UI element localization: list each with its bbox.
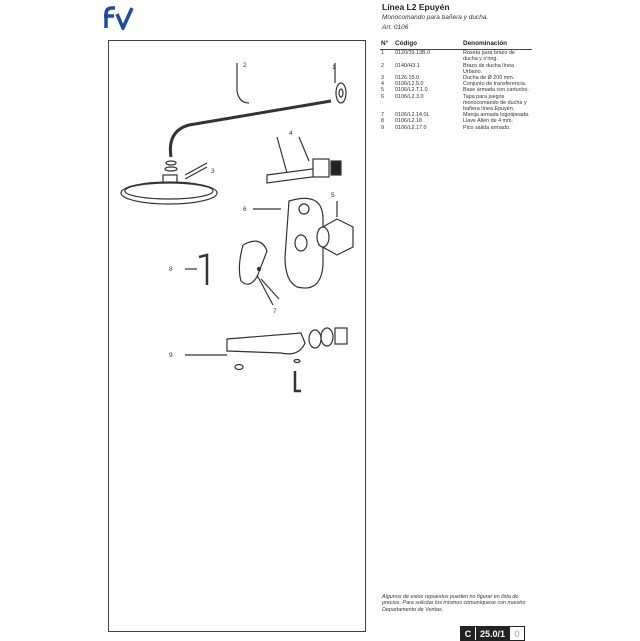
row-description: Tapa para juegos monocomando de ducha y bañera línea Epuyén. xyxy=(463,93,527,113)
callout-4: 4 xyxy=(289,130,293,137)
parts-table-header xyxy=(380,40,532,50)
row-code: 0126.15.0 xyxy=(395,75,419,82)
callout-1: 1 xyxy=(332,64,336,71)
row-description: Roseta para brazo de ducha y o'ring. xyxy=(463,50,515,63)
row-code: 0106/L2.14.0L xyxy=(395,112,430,119)
row-number: 4 xyxy=(381,81,384,88)
row-number: 5 xyxy=(381,87,384,94)
callout-9: 9 xyxy=(169,352,173,359)
document-code-box xyxy=(460,626,525,641)
col-description: Denominación xyxy=(462,40,532,50)
row-description: Brazo de ducha línea Urbano. xyxy=(463,62,514,75)
callout-2: 2 xyxy=(243,62,247,69)
article-number: Art. 0106 xyxy=(382,24,409,31)
row-description: Pico salida armado. xyxy=(463,124,511,131)
spout-oring xyxy=(309,330,321,348)
row-code: 0106/L2.T.1.0 xyxy=(395,87,428,94)
product-subtitle: Monocomando para bañera y ducha. xyxy=(382,14,489,21)
page-title: Línea L2 Epuyén xyxy=(382,2,450,12)
parts-table xyxy=(380,40,532,131)
brand-logo xyxy=(104,6,134,30)
col-number: N° xyxy=(380,40,394,50)
spout-allen-key xyxy=(295,371,301,391)
row-description: Conjunto de transferencia. xyxy=(463,81,527,88)
row-code: 0106/L2.18 xyxy=(395,118,422,125)
row-code: 0140/H3.1 xyxy=(395,62,420,69)
col-code: Código xyxy=(394,40,462,50)
row-number: 6 xyxy=(381,93,384,100)
code-revision: 0 xyxy=(509,627,524,640)
row-description: Base armada con cartucho. xyxy=(463,87,529,94)
callout-3: 3 xyxy=(211,168,215,175)
row-number: 9 xyxy=(381,124,384,131)
callout-5: 5 xyxy=(331,192,335,199)
row-number: 7 xyxy=(381,112,384,119)
row-number: 3 xyxy=(381,75,384,82)
row-number: 1 xyxy=(381,50,384,57)
code-value: 25.0/1 xyxy=(475,627,509,640)
row-description: Ducha de Ø 200 mm. xyxy=(463,75,515,82)
table-row xyxy=(380,50,532,63)
code-letter: C xyxy=(461,627,475,640)
spout-nipple xyxy=(335,328,347,344)
row-description: Llave Allen de 4 mm. xyxy=(463,118,514,125)
callout-6: 6 xyxy=(243,206,247,213)
row-code: 0106/L2.3.0 xyxy=(395,93,424,100)
cover-plate xyxy=(285,198,323,288)
arm-escutcheon xyxy=(336,83,346,103)
table-row xyxy=(380,94,532,113)
exploded-view-drawing xyxy=(108,40,366,632)
table-row xyxy=(380,125,532,131)
row-code: 0106/L2.5.0 xyxy=(395,81,424,88)
spout xyxy=(227,333,305,354)
availability-note: Algunos de estos repuestos pueden no figurar en lista de precios. Para solicitar los mismos comuníquese con nuestro Departamento de Ventas. xyxy=(382,594,526,613)
row-number: 2 xyxy=(381,62,384,69)
allen-key xyxy=(199,255,207,285)
row-description: Manija armada logotipeada. xyxy=(463,112,530,119)
callout-8: 8 xyxy=(169,266,173,273)
row-code: 0106/L2.17.0 xyxy=(395,124,427,131)
callout-7: 7 xyxy=(273,308,277,315)
exploded-view-svg xyxy=(109,41,367,633)
shower-arm xyxy=(170,101,331,157)
table-row xyxy=(380,63,532,75)
row-code: 0120/39.13B.0 xyxy=(395,50,431,57)
shower-oring xyxy=(166,161,176,165)
row-number: 8 xyxy=(381,118,384,125)
mixer-handle xyxy=(239,241,267,284)
